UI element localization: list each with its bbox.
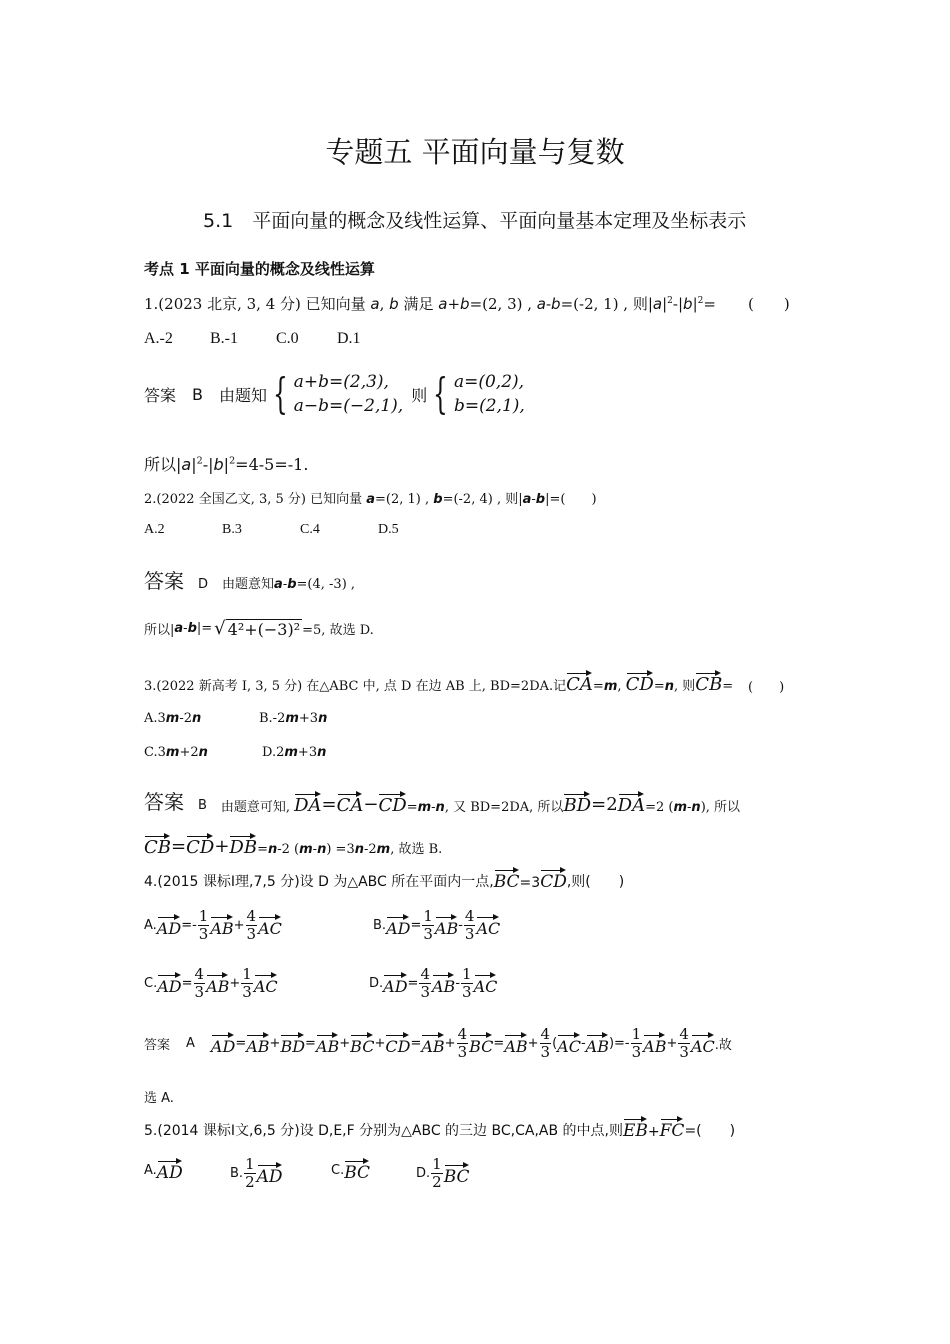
q2-answer: 答案 D 由题意知 a - b =(4, -3) ,: [144, 569, 356, 593]
q3-option-d: D.2m+3n: [262, 745, 327, 760]
q4-option-d: D. AD = $\frac{4}{3}$ AB - $\frac{1}{3}$ AC: [369, 965, 498, 1001]
q4-option-b: B. AD = $\frac{1}{3}$ AB - $\frac{4}{3}$ AC: [373, 907, 501, 943]
q1-solution-line2: 所以$|a|^2-|b|^2=4-5=-1$.: [144, 455, 309, 474]
q5-option-b: B. $\frac{1}{2}$ AD: [230, 1155, 283, 1191]
q1-option-d: D.1: [337, 330, 361, 347]
q5-option-a: A. AD: [144, 1158, 183, 1182]
q2-stem: 2.(2022 全国乙文, 3, 5 分) 已知向量 a=(2, 1) , b=(-2, 4) , 则|a-b|=( ): [144, 492, 597, 507]
q1-option-a: A.-2: [144, 330, 173, 347]
q5-stem: 5.(2014 课标Ⅰ文,6,5 分)设 D,E,F 分别为△ABC 的三边 BC,CA,AB 的中点,则 EB + FC =( ): [144, 1116, 735, 1140]
q1-option-c: C.0: [276, 330, 299, 347]
q4-option-c: C. AD = $\frac{4}{3}$ AB + $\frac{1}{3}$ AC: [144, 965, 278, 1001]
q1-paren: ( ): [748, 295, 790, 313]
q2-option-d: D.5: [378, 522, 399, 537]
radical-sign: √: [214, 618, 226, 639]
q3-option-c: C.3m+2n: [144, 745, 208, 760]
q3-answer: 答案 B 由题意可知, DA = CA − CD = m - n , 又 BD=2DA, 所以 BD =2 DA =2 ( m - n ) , 所以: [144, 790, 741, 816]
q3-solution-line2: CB = CD + DB = n -2 ( m - n ) =3 n -2 m , 故选 B.: [144, 833, 442, 857]
q1-stem: 1.(2023 北京, 3, 4 分) 已知向量 a, b 满足 a+b=(2, 3) , a-b=(-2, 1) , 则$|a|^2-|b|^2=$: [144, 295, 716, 313]
q3-option-b: B.-2m+3n: [259, 711, 328, 726]
q2-option-a: A.2: [144, 522, 165, 537]
q3-stem: 3.(2022 新高考 Ⅰ, 3, 5 分) 在△ABC 中, 点 D 在边 AB 上, BD=2DA.记 CA = m , CD = n , 则 CB =: [144, 670, 733, 694]
q3-paren: ( ): [748, 680, 785, 695]
q2-option-b: B.3: [222, 522, 242, 537]
q1-answer: 答案 B 由题知 { a+b=(2,3), a−b=(−2,1), 则 { a=(0,2), b=(2,1),: [144, 369, 525, 418]
radicand: 4²+(−3)²: [227, 619, 301, 639]
kaodian-heading: 考点 1 平面向量的概念及线性运算: [144, 260, 375, 278]
q5-option-d: D. $\frac{1}{2}$ BC: [416, 1155, 470, 1191]
q4-answer: 答案 A AD = AB + BD = AB + BC + CD = AB + $\frac{4}{3}$ BC = AB + $\frac{4}{3}$ ( AC - AB )=- $\frac{1}{3}$ AB + $\frac{4}{3}$ AC .故: [144, 1025, 732, 1061]
q3-option-a: A.3m-2n: [144, 711, 202, 726]
q4-option-a: A. AD =- $\frac{1}{3}$ AB + $\frac{4}{3}$ AC: [144, 907, 282, 943]
q2-option-c: C.4: [300, 522, 320, 537]
q5-option-c: C. BC: [331, 1158, 370, 1182]
page-title: 专题五 平面向量与复数: [325, 135, 625, 169]
q2-solution-line2: 所以| a - b |= √ 4²+(−3)² =5, 故选 D.: [144, 618, 374, 639]
q4-solution-line2: 选 A.: [144, 1091, 174, 1106]
q1-option-b: B.-1: [210, 330, 238, 347]
q4-stem: 4.(2015 课标Ⅰ理,7,5 分)设 D 为△ABC 所在平面内一点, BC =3 CD ,则( ): [144, 867, 624, 891]
section-title: 5.1 平面向量的概念及线性运算、平面向量基本定理及坐标表示: [203, 210, 747, 232]
